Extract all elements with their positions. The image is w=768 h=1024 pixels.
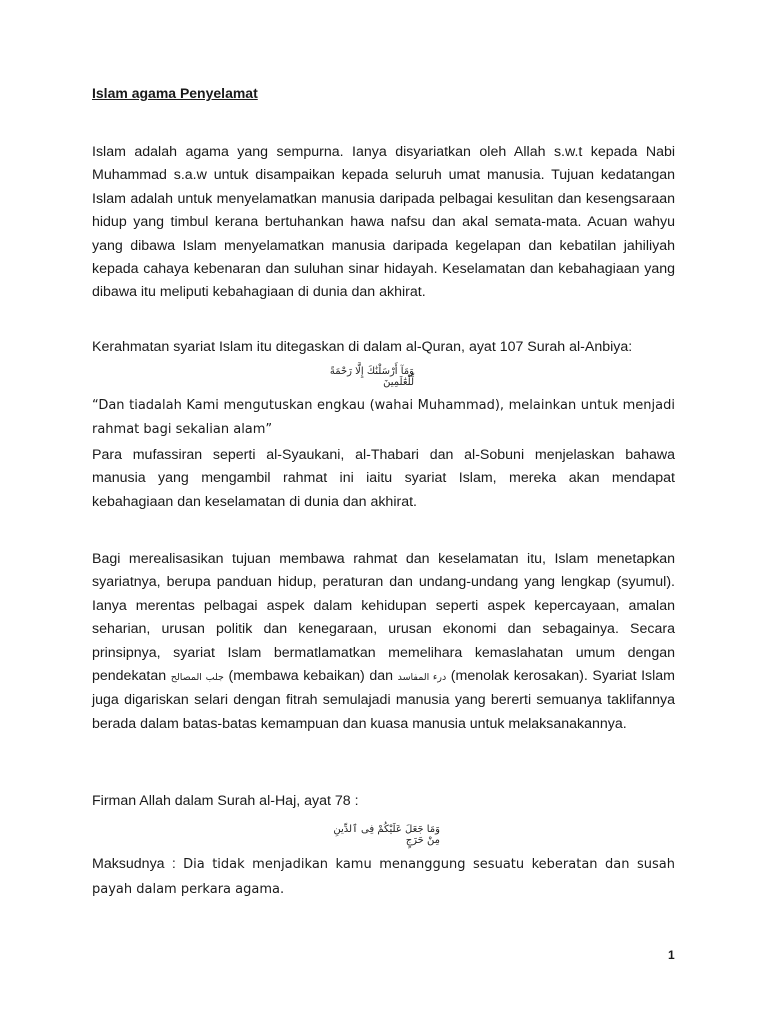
document-title: Islam agama Penyelamat <box>92 85 258 101</box>
syariat-text-part2: (membawa kebaikan) dan <box>228 668 394 685</box>
maksud-text: Dia tidak menjadikan kamu menanggung sesuatu keberatan dan susah payah dalam perkara agama. <box>92 857 675 897</box>
syariat-paragraph <box>92 548 675 736</box>
page-number: 1 <box>668 948 675 962</box>
dar-mafasid-arabic: درء المفاسد <box>397 672 447 684</box>
haj-intro-paragraph: Firman Allah dalam Surah al-Haj, ayat 78 : <box>92 793 359 809</box>
intro-paragraph: Islam adalah agama yang sempurna. Ianya disyariatkan oleh Allah s.w.t kepada Nabi Muhammad s.a.w untuk disampaikan kepada seluruh umat manusia. Tujuan kedatangan Islam adalah untuk menyelamatkan manusia daripada pelbagai kesulitan dan kesengsaraan hidup yang timbul kerana bertuhankan hawa nafsu dan akal semata-mata. Acuan wahyu yang dibawa Islam menyelamatkan manusia daripada kegelapan dan kebatilan jahiliyah kepada cahaya kebenaran dan suluhan sinar hidayah. Keselamatan dan kebahagiaan yang dibawa itu meliputi kebahagiaan di dunia dan akhirat. <box>92 144 675 301</box>
syariat-text-part3: (menolak kerosakan). Syariat Islam juga digariskan selari dengan fitrah semulajadi manusia yang bererti semuanya taklifannya berada dalam batas-batas kemampuan dan kuasa manusia untuk melaksanakannya. <box>92 668 676 732</box>
jalb-masalih-arabic: جلب المصالح <box>170 672 224 684</box>
anbiya-translation: “Dan tiadalah Kami mengutuskan engkau (wahai Muhammad), melainkan untuk menjadi rahmat bagi sekalian alam” <box>92 398 675 437</box>
anbiya-verse-arabic: وَمَآ أَرْسَلْنَٰكَ إِلَّا رَحْمَةً لِّلْعَٰلَمِينَ <box>329 366 414 388</box>
mufassirin-paragraph: Para mufassiran seperti al-Syaukani, al-Thabari dan al-Sobuni menjelaskan bahawa manusia yang mengambil rahmat ini iaitu syariat Islam, mereka akan mendapat kebahagiaan dan keselamatan di dunia dan akhirat. <box>92 447 675 510</box>
maksud-label: Maksudnya : <box>92 856 176 872</box>
anbiya-intro-paragraph: Kerahmatan syariat Islam itu ditegaskan di dalam al-Quran, ayat 107 Surah al-Anbiya: <box>92 339 633 355</box>
haj-verse-arabic: وَمَا جَعَلَ عَلَيْكُمْ فِى ٱلدِّينِ مِنْ حَرَجٍ <box>333 824 440 846</box>
syariat-text-part1: Bagi merealisasikan tujuan membawa rahmat dan keselamatan itu, Islam menetapkan syariatnya, berupa panduan hidup, peraturan dan undang-undang yang lengkap (syumul). Ianya merentas pelbagai aspek dalam kehidupan seperti aspek kepercayaan, amalan seharian, urusan politik dan kenegaraan, urusan ekonomi dan sebagainya. Secara prinsipnya, syariat Islam bermatlamatkan memelihara kemaslahatan umum dengan pendekatan <box>92 551 675 685</box>
maksud-paragraph <box>92 852 675 902</box>
